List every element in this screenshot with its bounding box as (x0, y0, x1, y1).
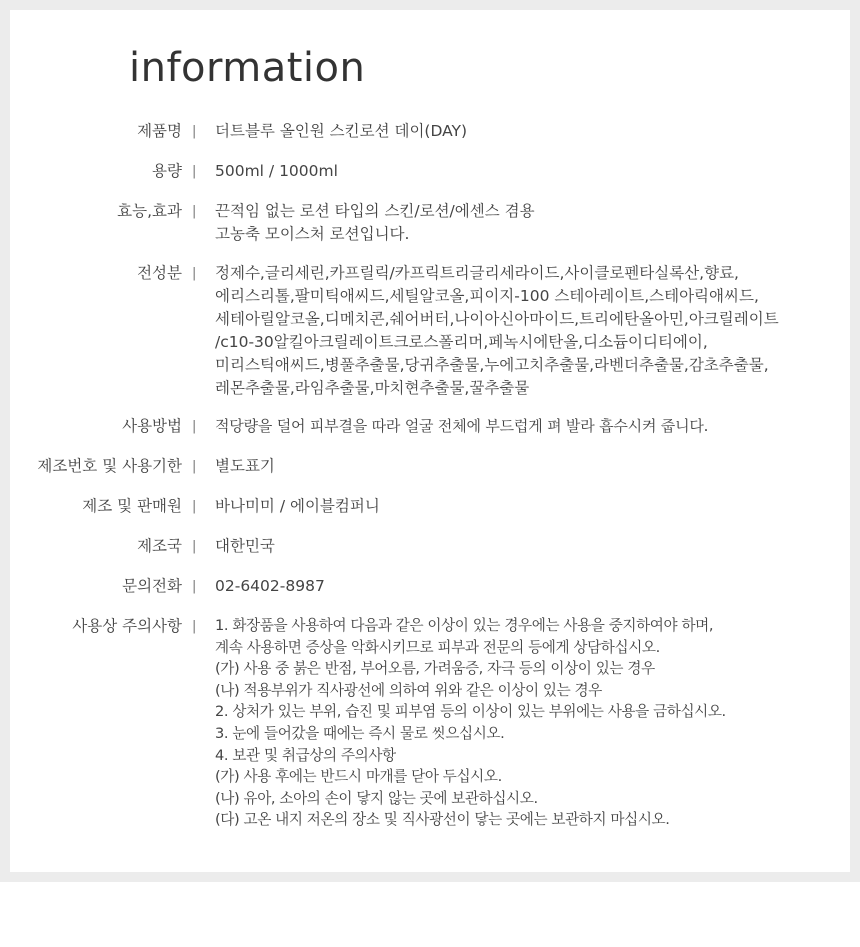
value-line: 끈적임 없는 로션 타입의 스킨/로션/에센스 겸용 (215, 202, 535, 220)
row-separator: | (192, 164, 197, 179)
row-separator: | (192, 419, 197, 434)
row-separator: | (192, 499, 197, 514)
value-line: 정제수,글리세린,카프릴릭/카프릭트리글리세라이드,사이클로펜타실록산,향료, (215, 264, 739, 282)
row-value (215, 200, 835, 246)
value-line: 에리스리톨,팔미틱애씨드,세틸알코올,피이지-100 스테아레이트,스테아릭애씨드, (215, 287, 759, 305)
row-label: 효능,효과 (117, 202, 182, 220)
value-line: (가) 사용 후에는 반드시 마개를 닫아 두십시오. (215, 768, 502, 786)
value-line: 적당량을 덜어 피부결을 따라 얼굴 전체에 부드럽게 펴 발라 흡수시켜 줍니다. (215, 417, 709, 435)
value-line: 대한민국 (215, 537, 275, 555)
row-value (215, 160, 835, 183)
value-line: 4. 보관 및 취급상의 주의사항 (215, 746, 396, 764)
row-value (215, 495, 835, 518)
section-title: information (129, 45, 366, 91)
value-line: (다) 고온 내지 저온의 장소 및 직사광선이 닿는 곳에는 보관하지 마십시오. (215, 811, 670, 829)
row-value (215, 455, 835, 478)
row-label: 사용상 주의사항 (72, 617, 182, 635)
phone-number: 02-6402-8987 (215, 577, 325, 595)
row-value (215, 120, 835, 143)
value-line: 레몬추출물,라임추출물,마치현추출물,꿀추출물 (215, 379, 530, 397)
row-label: 제조국 (137, 537, 182, 555)
value-line: 더트블루 올인원 스킨로션 데이(DAY) (215, 122, 468, 140)
row-value (215, 415, 835, 438)
value-line: (나) 적용부위가 직사광선에 의하여 위와 같은 이상이 있는 경우 (215, 681, 602, 699)
row-separator: | (192, 204, 197, 219)
row-separator: | (192, 579, 197, 594)
value-line: 바나미미 / 에이블컴퍼니 (215, 497, 380, 515)
row-label: 전성분 (137, 264, 182, 282)
value-line: 고농축 모이스처 로션입니다. (215, 225, 410, 243)
value-line: 세테아릴알코올,디메치콘,쉐어버터,나이아신아마이드,트리에탄올아민,아크릴레이트 (215, 310, 779, 328)
value-line: 1. 화장품을 사용하여 다음과 같은 이상이 있는 경우에는 사용을 중지하여야 하며, (215, 617, 714, 634)
value-line: 별도표기 (215, 457, 275, 475)
row-separator: | (192, 539, 197, 554)
value-line: 계속 사용하면 증상을 악화시키므로 피부과 전문의 등에게 상담하십시오. (215, 638, 660, 656)
row-label: 문의전화 (122, 577, 182, 595)
row-separator: | (192, 619, 197, 634)
row-label: 용량 (152, 162, 182, 180)
row-label: 제품명 (137, 122, 182, 140)
value-line: 3. 눈에 들어갔을 때에는 즉시 물로 씻으십시오. (215, 724, 505, 742)
row-value (215, 575, 835, 598)
row-separator: | (192, 266, 197, 281)
row-separator: | (192, 459, 197, 474)
row-value (215, 262, 835, 400)
value-line: 500ml / 1000ml (215, 162, 338, 180)
row-label: 제조번호 및 사용기한 (37, 457, 182, 475)
row-separator: | (192, 124, 197, 139)
row-value (215, 615, 835, 831)
value-line: (나) 유아, 소아의 손이 닿지 않는 곳에 보관하십시오. (215, 789, 538, 807)
value-line: 미리스틱애씨드,병풀추출물,당귀추출물,누에고치추출물,라벤더추출물,감초추출물, (215, 356, 769, 374)
value-line: 2. 상처가 있는 부위, 습진 및 피부염 등의 이상이 있는 부위에는 사용을 금하십시오. (215, 703, 726, 721)
value-line: (가) 사용 중 붉은 반점, 부어오름, 가려움증, 자극 등의 이상이 있는 경우 (215, 660, 655, 678)
row-value (215, 535, 835, 558)
row-label: 사용방법 (122, 417, 182, 435)
row-label: 제조 및 판매원 (82, 497, 182, 515)
value-line: /c10-30알킬아크릴레이트크로스폴리머,페녹시에탄올,디소듐이디티에이, (215, 333, 708, 351)
